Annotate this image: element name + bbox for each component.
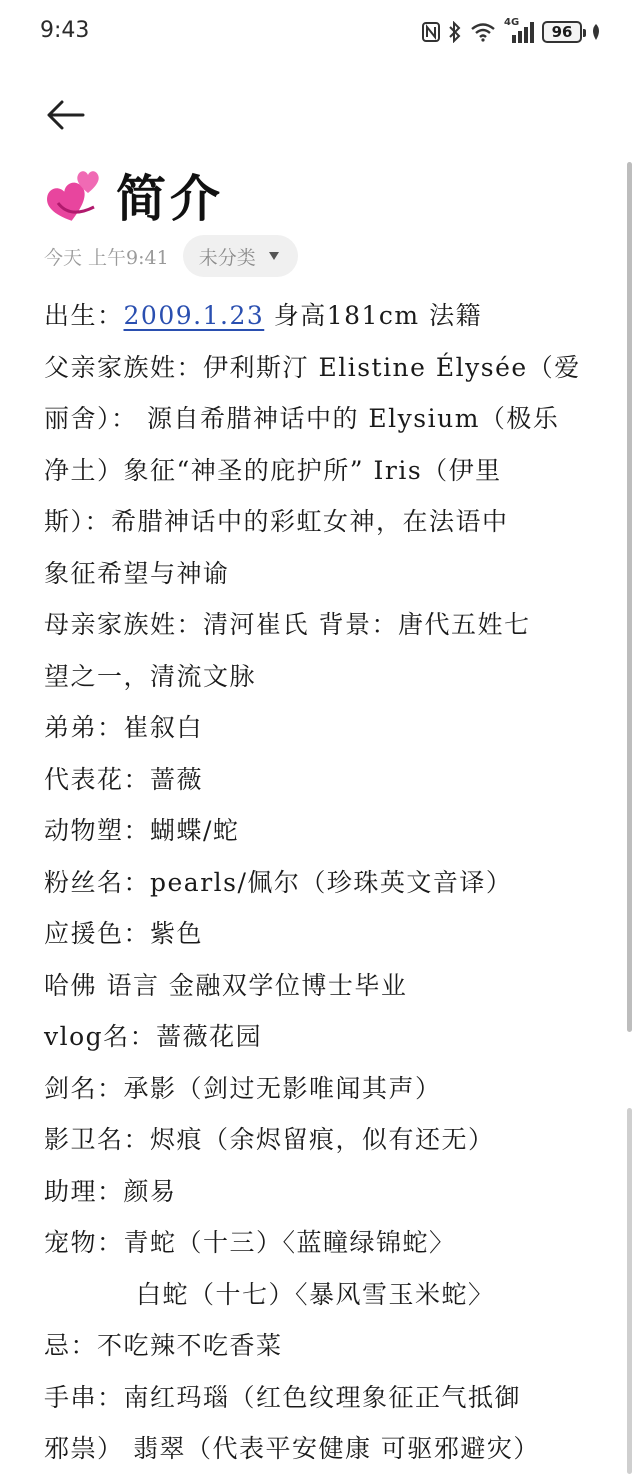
birth-label: 出生： (44, 301, 124, 330)
wifi-icon (470, 18, 496, 46)
note-line: 净土）象征“神圣的庇护所” Iris（伊里 (44, 455, 502, 485)
note-line: vlog名：蔷薇花园 (44, 1022, 263, 1051)
category-dropdown[interactable] (183, 235, 298, 277)
note-body[interactable] (44, 290, 600, 1474)
status-time: 9:43 (40, 18, 90, 43)
back-button[interactable] (40, 90, 90, 140)
status-icons (422, 18, 602, 46)
birth-date-link[interactable]: 2009.1.23 (123, 301, 265, 330)
note-line: 助理：颜易 (44, 1176, 177, 1206)
note-line: 弟弟：崔叙白 (44, 713, 204, 742)
two-hearts-icon (44, 163, 108, 227)
note-line: 代表花：蔷薇 (44, 764, 204, 794)
chevron-down-icon (268, 251, 280, 261)
note-line: 应援色：紫色 (44, 919, 204, 948)
bluetooth-icon (448, 18, 462, 46)
note-meta (44, 234, 298, 278)
note-line: 斯）：希腊神话中的彩虹女神，在法语中 (44, 507, 509, 536)
note-line: 白蛇（十七）〈暴风雪玉米蛇〉 (136, 1279, 495, 1309)
battery-icon (542, 21, 582, 43)
category-label: 未分类 (198, 246, 256, 269)
note-line: 哈佛 语言 金融双学位博士毕业 (44, 970, 408, 1000)
note-line: 父亲家族姓：伊利斯汀 Elistine Élysée（爱 (44, 352, 581, 382)
note-line (44, 290, 600, 342)
nfc-icon (422, 18, 440, 46)
battery-level: 96 (551, 23, 573, 41)
note-line: 邪祟） 翡翠（代表平安健康 可驱邪避灾） (44, 1434, 540, 1463)
note-line: 手串：南红玛瑙（红色纹理象征正气抵御 (44, 1382, 522, 1412)
note-line: 望之一，清流文脉 (44, 661, 257, 691)
note-line: 宠物：青蛇（十三）〈蓝瞳绿锦蛇〉 (44, 1228, 456, 1257)
cellular-signal-icon (504, 18, 534, 46)
back-arrow-icon (45, 99, 85, 131)
note-line: 丽舍）： 源自希腊神话中的 Elysium（极乐 (44, 404, 560, 433)
status-bar (0, 0, 640, 64)
network-type-label: 4G (504, 17, 520, 28)
scrollbar-track-lower (627, 1108, 632, 1474)
note-line: 剑名：承影（剑过无影唯闻其声） (44, 1073, 442, 1103)
note-line: 动物塑：蝴蝶/蛇 (44, 816, 240, 845)
birth-info: 身高181cm 法籍 (264, 301, 483, 330)
note-line: 忌：不吃辣不吃香菜 (44, 1331, 283, 1360)
note-line: 粉丝名：pearls/佩尔（珍珠英文音译） (44, 867, 513, 897)
note-line: 影卫名：烬痕（余烬留痕，似有还无） (44, 1125, 495, 1154)
note-title-row (44, 158, 224, 232)
scrollbar-thumb[interactable] (627, 162, 632, 1032)
note-title[interactable]: 简介 (116, 169, 224, 228)
note-line: 母亲家族姓：清河崔氏 背景：唐代五姓七 (44, 610, 531, 639)
leaf-icon (590, 18, 602, 46)
note-line: 象征希望与神谕 (44, 558, 230, 588)
note-date: 今天 上午9:41 (44, 246, 169, 269)
